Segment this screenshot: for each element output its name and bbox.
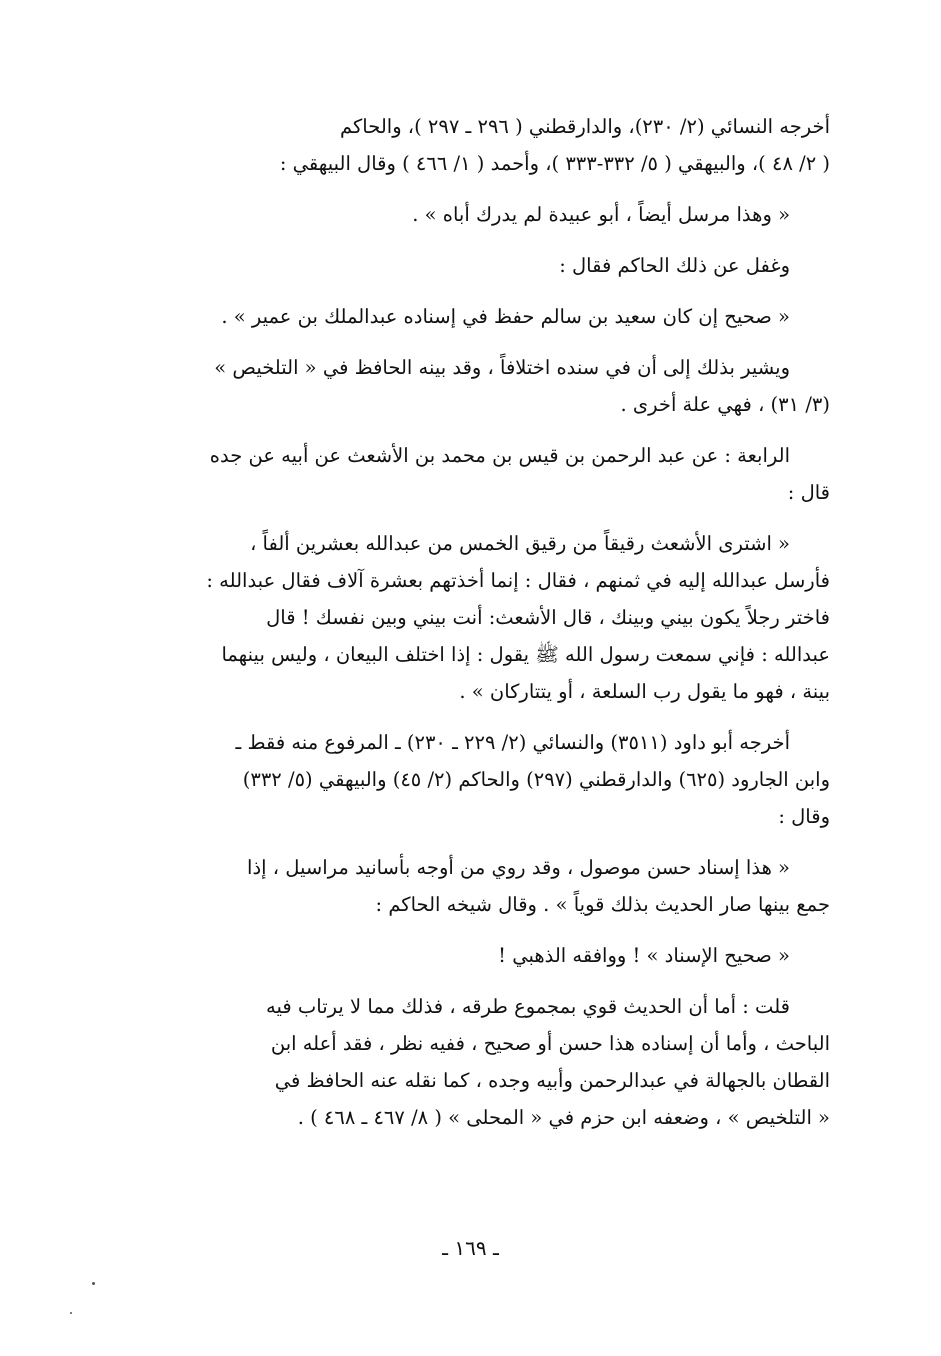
text-line: أخرجه النسائي (٢/ ٢٣٠)، والدارقطني ( ٢٩٦ ـ ٢٩٧ )، والحاكم <box>340 115 830 138</box>
quote-hakim-sahih <box>140 298 830 335</box>
text-line: « وهذا مرسل أيضاً ، أبو عبيدة لم يدرك أباه » . <box>412 203 790 226</box>
text-line: فاختر رجلاً يكون بيني وبينك ، قال الأشعث: أنت بيني وبين نفسك ! قال <box>266 606 830 629</box>
paragraph-fourth-narration <box>140 437 830 511</box>
takhrij-paragraph-nasai <box>140 108 830 182</box>
text-line: القطان بالجهالة في عبدالرحمن وأبيه وجده ، كما نقله عنه الحافظ في <box>274 1069 830 1092</box>
paragraph-talkhis-reference <box>140 349 830 423</box>
text-line: ( ٢/ ٤٨ )، والبيهقي ( ٥/ ٣٣٢-٣٣٣ )، وأحمد ( ١/ ٤٦٦ ) وقال البيهقي : <box>279 152 830 175</box>
paragraph-author-comment <box>140 988 830 1136</box>
text-line: قلت : أما أن الحديث قوي بمجموع طرقه ، فذلك مما لا يرتاب فيه <box>266 995 790 1018</box>
text-line: وغفل عن ذلك الحاكم فقال : <box>559 254 790 277</box>
text-line: قال : <box>787 481 830 504</box>
scan-speck <box>92 1282 95 1285</box>
text-line: وقال : <box>778 805 830 828</box>
text-line: « صحيح إن كان سعيد بن سالم حفظ في إسناده عبدالملك بن عمير » . <box>221 305 790 328</box>
text-line: (٣/ ٣١) ، فهي علة أخرى . <box>620 393 830 416</box>
takhrij-paragraph-abu-dawud <box>140 724 830 835</box>
quote-ashath-hadith <box>140 525 830 710</box>
quote-hakim-dhahabi <box>140 937 830 974</box>
text-line: عبدالله : فإني سمعت رسول الله ﷺ يقول : إذا اختلف البيعان ، وليس بينهما <box>221 643 830 666</box>
page-number: ـ ١٦٩ ـ <box>442 1236 499 1260</box>
paragraph-hakim-overlooked <box>140 247 830 284</box>
text-line: « هذا إسناد حسن موصول ، وقد روي من أوجه بأسانيد مراسيل ، إذا <box>247 856 790 879</box>
text-line: « اشترى الأشعث رقيقاً من رقيق الخمس من عبدالله بعشرين ألفاً ، <box>250 532 790 555</box>
text-line: بينة ، فهو ما يقول رب السلعة ، أو يتتاركان » . <box>459 680 830 703</box>
text-line: فأرسل عبدالله إليه في ثمنهم ، فقال : إنما أخذتهم بعشرة آلاف فقال عبدالله : <box>206 569 830 592</box>
text-line: الباحث ، وأما أن إسناده هذا حسن أو صحيح ، ففيه نظر ، فقد أعله ابن <box>270 1032 830 1055</box>
text-line: الرابعة : عن عبد الرحمن بن قيس بن محمد بن الأشعث عن أبيه عن جده <box>209 444 790 467</box>
quote-bayhaqi-mursal <box>140 196 830 233</box>
text-line: وابن الجارود (٦٢٥) والدارقطني (٢٩٧) والحاكم (٢/ ٤٥) والبيهقي (٥/ ٣٣٢) <box>242 768 830 791</box>
text-line: جمع بينها صار الحديث بذلك قوياً » . وقال شيخه الحاكم : <box>375 893 830 916</box>
scan-speck <box>70 1312 72 1314</box>
text-line: ويشير بذلك إلى أن في سنده اختلافاً ، وقد بينه الحافظ في « التلخيص » <box>214 356 790 379</box>
text-line: « التلخيص » ، وضعفه ابن حزم في « المحلى » ( ٨/ ٤٦٧ ـ ٤٦٨ ) . <box>297 1106 830 1129</box>
quote-bayhaqi-hasan <box>140 849 830 923</box>
text-line: « صحيح الإسناد » ! ووافقه الذهبي ! <box>498 944 790 967</box>
text-line: أخرجه أبو داود (٣٥١١) والنسائي (٢/ ٢٢٩ ـ ٢٣٠) ـ المرفوع منه فقط ـ <box>235 731 790 754</box>
page-body <box>140 108 830 1136</box>
